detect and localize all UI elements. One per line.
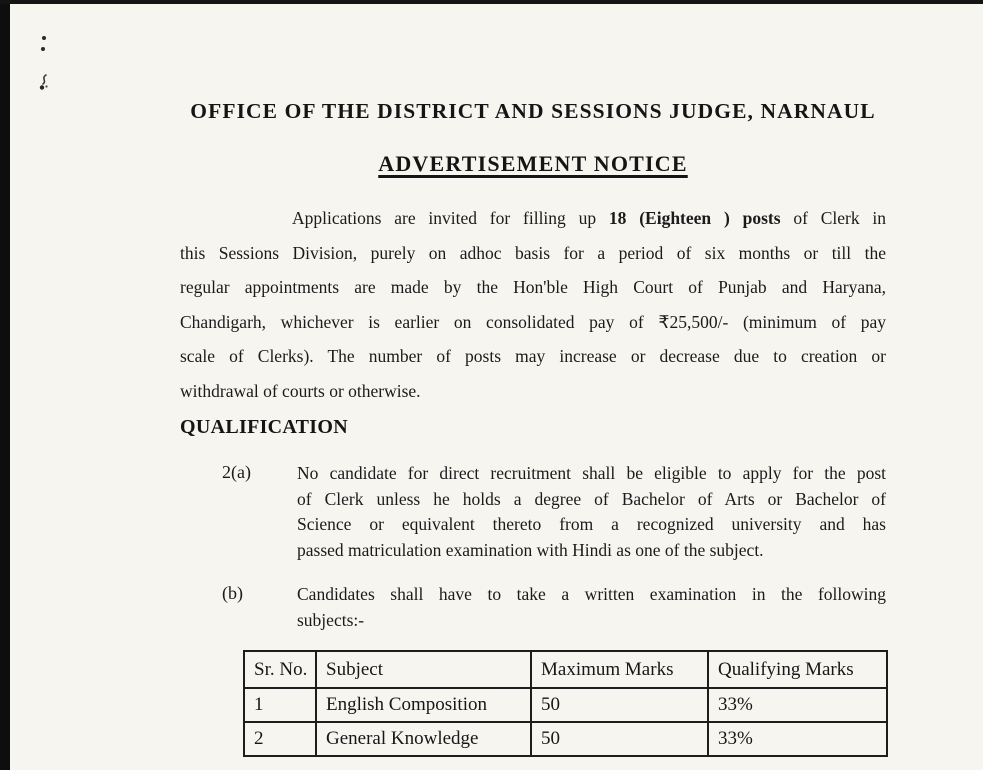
clause-b-label: (b): [222, 583, 243, 603]
intro-line: Chandigarh, whichever is earlier on consolidated pay of ₹25,500/- (minimum of pay: [180, 311, 886, 332]
cell-subject: English Composition: [316, 688, 531, 722]
office-title: OFFICE OF THE DISTRICT AND SESSIONS JUDGE, NARNAUL: [190, 99, 876, 123]
cell-maximum-marks: 50: [531, 722, 708, 756]
clause-2a-line: Science or equivalent thereto from a recognized university and has: [297, 514, 886, 534]
col-header-qualifying-marks: Qualifying Marks: [708, 651, 887, 688]
advertisement-notice-heading-text: ADVERTISEMENT NOTICE: [378, 151, 688, 176]
intro-line1-post: of Clerk in: [780, 208, 886, 228]
clause-b-line: Candidates shall have to take a written examination in the following: [297, 584, 886, 604]
table-row: [244, 688, 887, 722]
clause-2a-label: 2(a): [222, 462, 251, 482]
intro-line: [180, 201, 886, 236]
intro-line1-pre: Applications are invited for filling up: [292, 208, 609, 228]
cell-sr-no: 1: [244, 688, 316, 722]
cell-maximum-marks: 50: [531, 688, 708, 722]
col-header-subject: Subject: [316, 651, 531, 688]
ink-mark-squiggle: [37, 74, 51, 99]
advertisement-notice-heading: [180, 151, 886, 177]
clause-b-line: subjects:-: [297, 609, 365, 630]
scan-top-edge-line: [0, 0, 983, 4]
subjects-table: [243, 650, 888, 757]
subjects-table-header-row: [244, 651, 887, 688]
intro-line1-bold-posts: 18 (Eighteen ) posts: [608, 208, 781, 228]
clause-2a-line: No candidate for direct recruitment shall be eligible to apply for the post: [297, 463, 886, 483]
intro-line: regular appointments are made by the Hon'ble High Court of Punjab and Haryana,: [180, 277, 886, 297]
col-header-sr-no: Sr. No.: [244, 651, 316, 688]
clause-b-text: [297, 582, 886, 633]
cell-qualifying-marks: 33%: [708, 722, 887, 756]
intro-line: withdrawal of courts or otherwise.: [180, 380, 421, 401]
clause-2a-line: passed matriculation examination with Hindi as one of the subject.: [297, 539, 764, 560]
cell-qualifying-marks: 33%: [708, 688, 887, 722]
cell-sr-no: 2: [244, 722, 316, 756]
intro-line: scale of Clerks). The number of posts may increase or decrease due to creation or: [180, 346, 886, 366]
ink-mark-dot: [42, 36, 46, 40]
table-row: [244, 722, 887, 756]
intro-paragraph: [180, 201, 886, 408]
col-header-maximum-marks: Maximum Marks: [531, 651, 708, 688]
clause-2a-text: [297, 461, 886, 563]
scan-left-edge-bar: [0, 0, 10, 770]
cell-subject: General Knowledge: [316, 722, 531, 756]
ink-mark-dot: [41, 47, 45, 51]
clause-2a-line: of Clerk unless he holds a degree of Bachelor of Arts or Bachelor of: [297, 488, 886, 509]
intro-line: this Sessions Division, purely on adhoc basis for a period of six months or till the: [180, 242, 886, 263]
qualification-heading: QUALIFICATION: [180, 416, 348, 438]
